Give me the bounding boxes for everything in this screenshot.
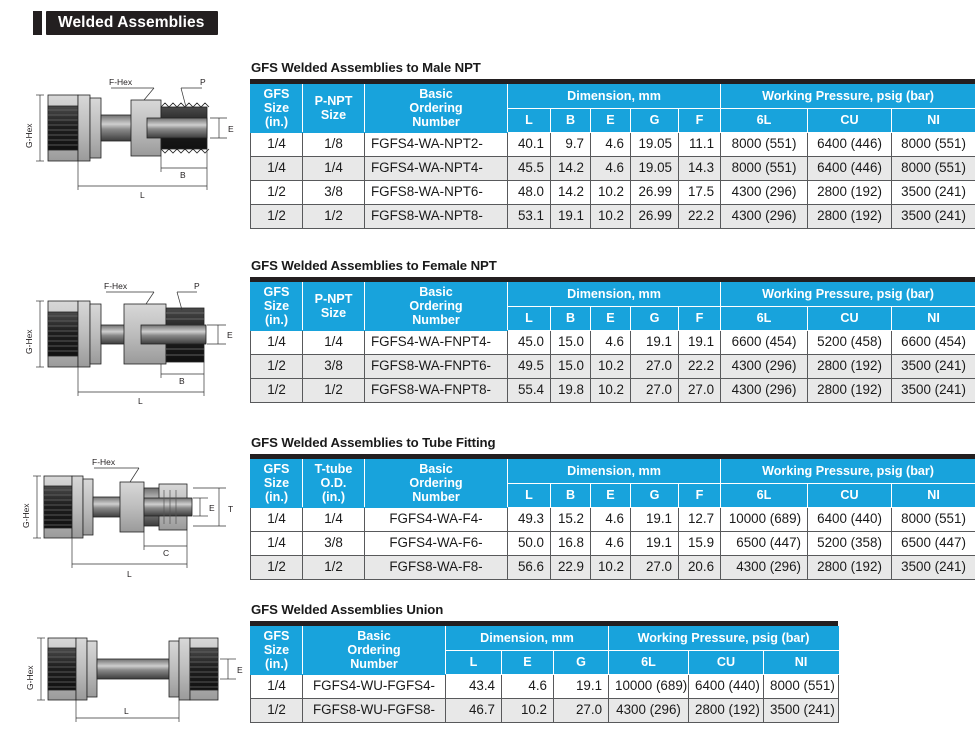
cell-press-cu: 6400 (440) bbox=[689, 675, 764, 699]
cell-dim-g: 27.0 bbox=[554, 699, 609, 723]
cell-dim-e: 4.6 bbox=[591, 157, 631, 181]
th-dim-e: E bbox=[591, 306, 631, 331]
th-dim-g: G bbox=[631, 306, 679, 331]
cell-dim-g: 19.1 bbox=[631, 331, 679, 355]
th-dim-g: G bbox=[631, 483, 679, 508]
cell-press-cu: 2800 (192) bbox=[808, 379, 892, 403]
banner-accent-square bbox=[33, 11, 42, 35]
th-dim-l: L bbox=[508, 306, 551, 331]
th-gfs-size: GFS Size (in.) bbox=[251, 626, 303, 675]
cell-gfs-size: 1/2 bbox=[251, 699, 303, 723]
cell-dim-f: 11.1 bbox=[679, 133, 721, 157]
cell-dim-b: 15.0 bbox=[551, 331, 591, 355]
table-row bbox=[251, 181, 975, 205]
cell-ordering-number: FGFS4-WA-FNPT4- bbox=[365, 331, 508, 355]
drawing-label-f-hex: F-Hex bbox=[104, 281, 128, 291]
drawing-label-g-hex: G-Hex bbox=[25, 665, 35, 690]
cell-ordering-number: FGFS8-WA-NPT6- bbox=[365, 181, 508, 205]
cell-press-cu: 6400 (440) bbox=[808, 508, 892, 532]
cell-dim-e: 4.6 bbox=[591, 508, 631, 532]
cell-dim-l: 45.0 bbox=[508, 331, 551, 355]
table-block-female-npt bbox=[250, 258, 975, 403]
cell-dim-g: 27.0 bbox=[631, 355, 679, 379]
drawing-label-l: L bbox=[127, 569, 132, 579]
th-dim-b: B bbox=[551, 306, 591, 331]
cell-dim-g: 26.99 bbox=[631, 181, 679, 205]
th-group-dimension: Dimension, mm bbox=[446, 626, 609, 650]
cell-dim-g: 19.1 bbox=[554, 675, 609, 699]
drawing-label-c: C bbox=[163, 548, 170, 558]
cell-dim-f: 22.2 bbox=[679, 205, 721, 229]
cell-dim-g: 19.1 bbox=[631, 508, 679, 532]
cell-press-6l: 4300 (296) bbox=[721, 556, 808, 580]
cell-dim-f: 22.2 bbox=[679, 355, 721, 379]
cell-t-tube-od: 1/4 bbox=[303, 508, 365, 532]
cell-dim-l: 53.1 bbox=[508, 205, 551, 229]
th-pnpt-size: P-NPT Size bbox=[303, 282, 365, 331]
th-dim-g: G bbox=[631, 108, 679, 133]
th-press-ni: NI bbox=[764, 650, 839, 675]
th-group-dimension: Dimension, mm bbox=[508, 282, 721, 306]
th-press-cu: CU bbox=[808, 108, 892, 133]
drawing-label-l: L bbox=[140, 190, 145, 200]
cell-press-ni: 3500 (241) bbox=[892, 205, 975, 229]
cell-dim-b: 16.8 bbox=[551, 532, 591, 556]
cell-dim-f: 17.5 bbox=[679, 181, 721, 205]
cell-press-cu: 5200 (358) bbox=[808, 532, 892, 556]
drawing-label-e: E bbox=[209, 503, 215, 513]
drawing-label-e: E bbox=[228, 124, 234, 134]
cell-dim-g: 27.0 bbox=[631, 379, 679, 403]
th-press-cu: CU bbox=[689, 650, 764, 675]
cell-gfs-size: 1/2 bbox=[251, 181, 303, 205]
table-row bbox=[251, 355, 975, 379]
drawing-label-t: T bbox=[228, 504, 234, 514]
cell-press-6l: 4300 (296) bbox=[721, 181, 808, 205]
cell-dim-l: 40.1 bbox=[508, 133, 551, 157]
cell-dim-f: 20.6 bbox=[679, 556, 721, 580]
table-title: GFS Welded Assemblies to Tube Fitting bbox=[251, 435, 496, 450]
th-dim-f: F bbox=[679, 306, 721, 331]
cell-press-cu: 2800 (192) bbox=[808, 205, 892, 229]
spec-table-tube-fitting bbox=[250, 459, 975, 580]
cell-dim-f: 19.1 bbox=[679, 331, 721, 355]
drawing-label-f-hex: F-Hex bbox=[92, 457, 116, 467]
drawing-label-l: L bbox=[138, 396, 143, 406]
table-body-tube-fitting bbox=[251, 508, 975, 580]
th-press-6l: 6L bbox=[721, 483, 808, 508]
table-block-union bbox=[250, 602, 839, 723]
cell-press-6l: 4300 (296) bbox=[721, 379, 808, 403]
cell-dim-g: 19.05 bbox=[631, 133, 679, 157]
cell-dim-f: 14.3 bbox=[679, 157, 721, 181]
cell-dim-b: 14.2 bbox=[551, 181, 591, 205]
union-drawing bbox=[14, 614, 250, 746]
table-row bbox=[251, 508, 975, 532]
cell-dim-b: 14.2 bbox=[551, 157, 591, 181]
th-group-pressure: Working Pressure, psig (bar) bbox=[721, 84, 975, 108]
cell-dim-l: 46.7 bbox=[446, 699, 502, 723]
cell-ordering-number: FGFS8-WA-FNPT6- bbox=[365, 355, 508, 379]
th-group-pressure: Working Pressure, psig (bar) bbox=[721, 282, 975, 306]
table-title: GFS Welded Assemblies to Female NPT bbox=[251, 258, 497, 273]
cell-press-6l: 4300 (296) bbox=[721, 205, 808, 229]
cell-pnpt-size: 3/8 bbox=[303, 181, 365, 205]
table-body-female-npt bbox=[251, 331, 975, 403]
table-row bbox=[251, 532, 975, 556]
cell-press-ni: 3500 (241) bbox=[892, 181, 975, 205]
cell-gfs-size: 1/2 bbox=[251, 556, 303, 580]
cell-press-ni: 8000 (551) bbox=[892, 157, 975, 181]
drawing-label-l: L bbox=[124, 706, 129, 716]
male-npt-drawing bbox=[14, 62, 250, 202]
cell-dim-e: 10.2 bbox=[591, 181, 631, 205]
cell-gfs-size: 1/4 bbox=[251, 508, 303, 532]
th-dim-e: E bbox=[591, 108, 631, 133]
cell-dim-l: 49.5 bbox=[508, 355, 551, 379]
cell-dim-e: 10.2 bbox=[591, 379, 631, 403]
cell-press-6l: 8000 (551) bbox=[721, 133, 808, 157]
cell-press-ni: 8000 (551) bbox=[892, 133, 975, 157]
th-dim-l: L bbox=[508, 108, 551, 133]
th-gfs-size: GFS Size (in.) bbox=[251, 459, 303, 508]
th-dim-f: F bbox=[679, 483, 721, 508]
cell-press-6l: 8000 (551) bbox=[721, 157, 808, 181]
cell-dim-e: 4.6 bbox=[591, 331, 631, 355]
cell-press-cu: 6400 (446) bbox=[808, 133, 892, 157]
cell-dim-e: 4.6 bbox=[591, 133, 631, 157]
cell-dim-l: 43.4 bbox=[446, 675, 502, 699]
cell-dim-l: 50.0 bbox=[508, 532, 551, 556]
th-press-ni: NI bbox=[892, 483, 975, 508]
th-group-pressure: Working Pressure, psig (bar) bbox=[721, 459, 975, 483]
th-press-cu: CU bbox=[808, 483, 892, 508]
table-row bbox=[251, 675, 839, 699]
cell-dim-b: 19.8 bbox=[551, 379, 591, 403]
cell-press-cu: 2800 (192) bbox=[689, 699, 764, 723]
th-press-ni: NI bbox=[892, 108, 975, 133]
cell-press-ni: 3500 (241) bbox=[892, 379, 975, 403]
cell-press-cu: 2800 (192) bbox=[808, 556, 892, 580]
cell-ordering-number: FGFS4-WA-NPT4- bbox=[365, 157, 508, 181]
page-title: Welded Assemblies bbox=[46, 11, 218, 35]
th-dim-l: L bbox=[508, 483, 551, 508]
cell-dim-f: 12.7 bbox=[679, 508, 721, 532]
cell-dim-b: 15.2 bbox=[551, 508, 591, 532]
cell-ordering-number: FGFS4-WA-F4- bbox=[365, 508, 508, 532]
th-press-ni: NI bbox=[892, 306, 975, 331]
table-header-row-1 bbox=[251, 282, 975, 306]
cell-press-ni: 3500 (241) bbox=[892, 556, 975, 580]
cell-press-ni: 3500 (241) bbox=[764, 699, 839, 723]
th-dim-b: B bbox=[551, 483, 591, 508]
cell-ordering-number: FGFS8-WA-F8- bbox=[365, 556, 508, 580]
cell-dim-e: 10.2 bbox=[591, 556, 631, 580]
spec-table-union bbox=[250, 626, 839, 723]
cell-ordering-number: FGFS8-WA-NPT8- bbox=[365, 205, 508, 229]
tube-fitting-drawing bbox=[14, 446, 250, 586]
table-header-row-1 bbox=[251, 459, 975, 483]
cell-gfs-size: 1/2 bbox=[251, 379, 303, 403]
th-dim-e: E bbox=[591, 483, 631, 508]
th-t-tube-od: T-tube O.D. (in.) bbox=[303, 459, 365, 508]
th-dim-f: F bbox=[679, 108, 721, 133]
cell-press-6l: 10000 (689) bbox=[721, 508, 808, 532]
cell-pnpt-size: 1/2 bbox=[303, 379, 365, 403]
th-press-6l: 6L bbox=[609, 650, 689, 675]
cell-press-cu: 2800 (192) bbox=[808, 181, 892, 205]
drawing-label-f-hex: F-Hex bbox=[109, 77, 133, 87]
drawing-label-e: E bbox=[227, 330, 233, 340]
cell-t-tube-od: 3/8 bbox=[303, 532, 365, 556]
drawing-label-b: B bbox=[180, 170, 186, 180]
drawing-label-e: E bbox=[237, 665, 243, 675]
drawing-label-p: P bbox=[194, 281, 200, 291]
table-row bbox=[251, 331, 975, 355]
cell-press-6l: 10000 (689) bbox=[609, 675, 689, 699]
drawing-label-p: P bbox=[200, 77, 206, 87]
cell-press-6l: 6500 (447) bbox=[721, 532, 808, 556]
cell-gfs-size: 1/4 bbox=[251, 532, 303, 556]
cell-press-ni: 8000 (551) bbox=[892, 508, 975, 532]
cell-pnpt-size: 1/8 bbox=[303, 133, 365, 157]
cell-dim-b: 22.9 bbox=[551, 556, 591, 580]
cell-dim-e: 10.2 bbox=[591, 355, 631, 379]
cell-dim-f: 27.0 bbox=[679, 379, 721, 403]
th-press-6l: 6L bbox=[721, 108, 808, 133]
cell-gfs-size: 1/4 bbox=[251, 133, 303, 157]
table-row bbox=[251, 205, 975, 229]
cell-pnpt-size: 1/2 bbox=[303, 205, 365, 229]
th-gfs-size: GFS Size (in.) bbox=[251, 84, 303, 133]
th-group-dimension: Dimension, mm bbox=[508, 459, 721, 483]
cell-dim-f: 15.9 bbox=[679, 532, 721, 556]
spec-table-male-npt bbox=[250, 84, 975, 229]
cell-gfs-size: 1/2 bbox=[251, 355, 303, 379]
th-basic-ordering-number: Basic Ordering Number bbox=[303, 626, 446, 675]
cell-press-ni: 3500 (241) bbox=[892, 355, 975, 379]
th-press-cu: CU bbox=[808, 306, 892, 331]
th-pnpt-size: P-NPT Size bbox=[303, 84, 365, 133]
table-header-row-1 bbox=[251, 626, 839, 650]
cell-dim-e: 4.6 bbox=[502, 675, 554, 699]
cell-press-cu: 6400 (446) bbox=[808, 157, 892, 181]
cell-dim-l: 55.4 bbox=[508, 379, 551, 403]
cell-dim-b: 9.7 bbox=[551, 133, 591, 157]
table-block-tube-fitting bbox=[250, 435, 975, 580]
cell-dim-g: 19.1 bbox=[631, 532, 679, 556]
cell-dim-g: 27.0 bbox=[631, 556, 679, 580]
th-basic-ordering-number: Basic Ordering Number bbox=[365, 84, 508, 133]
table-row bbox=[251, 379, 975, 403]
th-basic-ordering-number: Basic Ordering Number bbox=[365, 459, 508, 508]
cell-pnpt-size: 3/8 bbox=[303, 355, 365, 379]
cell-dim-l: 56.6 bbox=[508, 556, 551, 580]
th-basic-ordering-number: Basic Ordering Number bbox=[365, 282, 508, 331]
cell-dim-l: 48.0 bbox=[508, 181, 551, 205]
cell-press-6l: 6600 (454) bbox=[721, 331, 808, 355]
table-body-union bbox=[251, 675, 839, 723]
cell-dim-e: 4.6 bbox=[591, 532, 631, 556]
table-row bbox=[251, 556, 975, 580]
cell-ordering-number: FGFS8-WA-FNPT8- bbox=[365, 379, 508, 403]
cell-press-cu: 2800 (192) bbox=[808, 355, 892, 379]
drawing-label-g-hex: G-Hex bbox=[24, 329, 34, 354]
th-dim-l: L bbox=[446, 650, 502, 675]
cell-dim-e: 10.2 bbox=[591, 205, 631, 229]
th-dim-b: B bbox=[551, 108, 591, 133]
female-npt-drawing bbox=[14, 268, 250, 408]
cell-press-ni: 6500 (447) bbox=[892, 532, 975, 556]
drawing-label-g-hex: G-Hex bbox=[24, 123, 34, 148]
cell-ordering-number: FGFS4-WU-FGFS4- bbox=[303, 675, 446, 699]
drawing-label-g-hex: G-Hex bbox=[21, 503, 31, 528]
cell-dim-b: 19.1 bbox=[551, 205, 591, 229]
table-block-male-npt bbox=[250, 60, 975, 229]
cell-dim-b: 15.0 bbox=[551, 355, 591, 379]
cell-press-6l: 4300 (296) bbox=[721, 355, 808, 379]
cell-dim-g: 26.99 bbox=[631, 205, 679, 229]
cell-ordering-number: FGFS4-WA-NPT2- bbox=[365, 133, 508, 157]
th-group-pressure: Working Pressure, psig (bar) bbox=[609, 626, 839, 650]
cell-press-ni: 6600 (454) bbox=[892, 331, 975, 355]
cell-press-ni: 8000 (551) bbox=[764, 675, 839, 699]
cell-gfs-size: 1/2 bbox=[251, 205, 303, 229]
th-dim-g: G bbox=[554, 650, 609, 675]
cell-t-tube-od: 1/2 bbox=[303, 556, 365, 580]
cell-dim-g: 19.05 bbox=[631, 157, 679, 181]
cell-gfs-size: 1/4 bbox=[251, 675, 303, 699]
cell-dim-e: 10.2 bbox=[502, 699, 554, 723]
table-row bbox=[251, 699, 839, 723]
cell-ordering-number: FGFS8-WU-FGFS8- bbox=[303, 699, 446, 723]
drawing-label-b: B bbox=[179, 376, 185, 386]
cell-dim-l: 45.5 bbox=[508, 157, 551, 181]
cell-press-6l: 4300 (296) bbox=[609, 699, 689, 723]
cell-gfs-size: 1/4 bbox=[251, 157, 303, 181]
cell-dim-l: 49.3 bbox=[508, 508, 551, 532]
cell-gfs-size: 1/4 bbox=[251, 331, 303, 355]
table-body-male-npt bbox=[251, 133, 975, 229]
th-group-dimension: Dimension, mm bbox=[508, 84, 721, 108]
table-row bbox=[251, 157, 975, 181]
table-title: GFS Welded Assemblies to Male NPT bbox=[251, 60, 481, 75]
th-dim-e: E bbox=[502, 650, 554, 675]
table-row bbox=[251, 133, 975, 157]
spec-table-female-npt bbox=[250, 282, 975, 403]
cell-pnpt-size: 1/4 bbox=[303, 331, 365, 355]
cell-pnpt-size: 1/4 bbox=[303, 157, 365, 181]
cell-press-cu: 5200 (458) bbox=[808, 331, 892, 355]
page-banner bbox=[33, 11, 218, 35]
th-gfs-size: GFS Size (in.) bbox=[251, 282, 303, 331]
th-press-6l: 6L bbox=[721, 306, 808, 331]
table-title: GFS Welded Assemblies Union bbox=[251, 602, 444, 617]
table-header-row-1 bbox=[251, 84, 975, 108]
cell-ordering-number: FGFS4-WA-F6- bbox=[365, 532, 508, 556]
